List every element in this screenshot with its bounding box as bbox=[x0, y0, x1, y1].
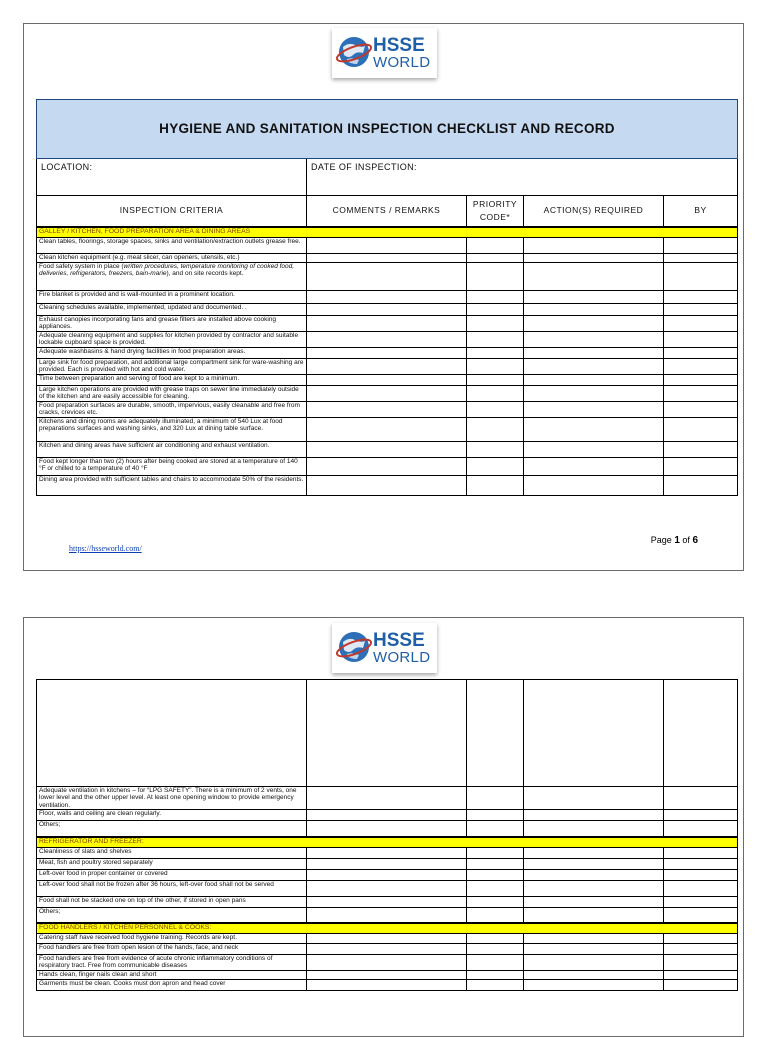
by-cell[interactable] bbox=[664, 476, 738, 496]
section-food-handlers: FOOD HANDLERS / KITCHEN PERSONNEL & COOKS: bbox=[37, 923, 738, 934]
hsse-world-logo bbox=[332, 28, 437, 78]
comment-cell[interactable] bbox=[307, 263, 467, 291]
date-of-inspection-field[interactable]: DATE OF INSPECTION: bbox=[307, 159, 738, 196]
action-cell[interactable] bbox=[524, 821, 664, 837]
action-cell[interactable] bbox=[524, 476, 664, 496]
by-cell[interactable] bbox=[664, 880, 738, 896]
comment-cell[interactable] bbox=[307, 238, 467, 254]
action-cell[interactable] bbox=[524, 375, 664, 386]
by-cell[interactable] bbox=[664, 263, 738, 291]
action-cell[interactable] bbox=[524, 787, 664, 810]
by-cell[interactable] bbox=[664, 847, 738, 858]
action-cell[interactable] bbox=[524, 810, 664, 821]
food-safety-italic: written procedures, temperature monitoring of cooked food, deliveries, refrigerators, freezers, bain-marie bbox=[39, 263, 295, 278]
comment-cell[interactable] bbox=[307, 316, 467, 332]
priority-line-2: CODE* bbox=[479, 212, 511, 222]
action-cell[interactable] bbox=[524, 907, 664, 923]
page-of: of bbox=[682, 535, 690, 545]
criteria-cell-food-safety bbox=[37, 263, 307, 291]
comment-cell[interactable] bbox=[307, 458, 467, 476]
priority-cell[interactable] bbox=[467, 442, 524, 458]
criteria-cell-empty bbox=[37, 680, 307, 787]
criteria-cell: Clean tables, floorings, storage spaces, sinks and ventilation/extraction outlets grease free. bbox=[37, 238, 307, 254]
by-cell[interactable] bbox=[664, 386, 738, 402]
criteria-cell: Kitchens and dining rooms are adequately illuminated, a minimum of 540 Lux at food preparations surfaces and washing sinks, and 320 Lux at dining table surface. bbox=[37, 418, 307, 442]
comment-cell[interactable] bbox=[307, 896, 467, 907]
document-title: HYGIENE AND SANITATION INSPECTION CHECKLIST AND RECORD bbox=[37, 100, 738, 159]
action-cell[interactable] bbox=[524, 304, 664, 316]
by-cell[interactable] bbox=[664, 821, 738, 837]
header-comments-remarks: COMMENTS / REMARKS bbox=[307, 196, 467, 228]
criteria-cell: Food shall not be stacked one on top of the other, if stored in open pans bbox=[37, 896, 307, 907]
by-cell[interactable] bbox=[664, 907, 738, 923]
comment-cell[interactable] bbox=[307, 934, 467, 944]
comment-cell[interactable] bbox=[307, 476, 467, 496]
action-cell[interactable] bbox=[524, 359, 664, 375]
globe-icon bbox=[335, 628, 373, 666]
action-cell[interactable] bbox=[524, 858, 664, 869]
action-cell[interactable] bbox=[524, 348, 664, 359]
criteria-cell: Others; bbox=[37, 907, 307, 923]
criteria-cell: Large kitchen operations are provided with grease traps on sewer line immediately outside of the kitchen and are easily accessible for cleaning. bbox=[37, 386, 307, 402]
criteria-cell: Clean kitchen equipment (e.g. meat slicer, can openers, utensils, etc.) bbox=[37, 254, 307, 263]
page-current: 1 bbox=[674, 535, 680, 546]
by-cell[interactable] bbox=[664, 291, 738, 304]
hsse-world-logo bbox=[332, 623, 437, 673]
by-cell[interactable] bbox=[664, 316, 738, 332]
section-galley-kitchen: GALLEY / KITCHEN, FOOD PREPARATION AREA & DINING AREAS bbox=[37, 227, 738, 238]
criteria-cell: Garments must be clean. Cooks must don apron and head cover bbox=[37, 980, 307, 991]
comment-cell[interactable] bbox=[307, 359, 467, 375]
page-total: 6 bbox=[692, 535, 698, 546]
by-cell[interactable] bbox=[664, 787, 738, 810]
priority-cell[interactable] bbox=[467, 316, 524, 332]
comment-cell[interactable] bbox=[307, 847, 467, 858]
priority-cell[interactable] bbox=[467, 458, 524, 476]
priority-cell[interactable] bbox=[467, 359, 524, 375]
criteria-cell: Catering staff have received food hygiene training. Records are kept. bbox=[37, 934, 307, 944]
comment-cell[interactable] bbox=[307, 680, 467, 787]
by-cell[interactable] bbox=[664, 980, 738, 991]
by-cell[interactable] bbox=[664, 869, 738, 880]
header-priority-code bbox=[467, 196, 524, 228]
criteria-cell: Large sink for food preparation, and additional large compartment sink for ware-washing are provided. Each is provided with hot and cold water. bbox=[37, 359, 307, 375]
comment-cell[interactable] bbox=[307, 291, 467, 304]
by-cell[interactable] bbox=[664, 944, 738, 955]
logo-text-world: WORLD bbox=[373, 54, 431, 71]
criteria-cell: Food handlers are free from open lesion of the hands, face, and neck bbox=[37, 944, 307, 955]
by-cell[interactable] bbox=[664, 418, 738, 442]
priority-cell[interactable] bbox=[467, 907, 524, 923]
priority-cell[interactable] bbox=[467, 787, 524, 810]
comment-cell[interactable] bbox=[307, 787, 467, 810]
hsseworld-link[interactable]: https://hsseworld.com/ bbox=[69, 544, 142, 553]
priority-cell[interactable] bbox=[467, 847, 524, 858]
criteria-cell: Left-over food in proper container or covered bbox=[37, 869, 307, 880]
action-cell[interactable] bbox=[524, 418, 664, 442]
by-cell[interactable] bbox=[664, 332, 738, 348]
priority-cell[interactable] bbox=[467, 476, 524, 496]
priority-cell[interactable] bbox=[467, 955, 524, 971]
document-page-1 bbox=[23, 23, 744, 571]
criteria-cell: Time between preparation and serving of food are kept to a minimum. bbox=[37, 375, 307, 386]
page-prefix: Page bbox=[650, 535, 672, 545]
comment-cell[interactable] bbox=[307, 858, 467, 869]
criteria-cell: Dining area provided with sufficient tables and chairs to accommodate 50% of the residents. bbox=[37, 476, 307, 496]
logo-text-hsse: HSSE bbox=[373, 630, 425, 651]
action-cell[interactable] bbox=[524, 880, 664, 896]
priority-cell[interactable] bbox=[467, 254, 524, 263]
by-cell[interactable] bbox=[664, 680, 738, 787]
comment-cell[interactable] bbox=[307, 402, 467, 418]
action-cell[interactable] bbox=[524, 442, 664, 458]
by-cell[interactable] bbox=[664, 858, 738, 869]
priority-cell[interactable] bbox=[467, 880, 524, 896]
action-cell[interactable] bbox=[524, 316, 664, 332]
header-inspection-criteria: INSPECTION CRITERIA bbox=[37, 196, 307, 228]
by-cell[interactable] bbox=[664, 810, 738, 821]
comment-cell[interactable] bbox=[307, 386, 467, 402]
priority-cell[interactable] bbox=[467, 896, 524, 907]
priority-cell[interactable] bbox=[467, 348, 524, 359]
priority-cell[interactable] bbox=[467, 291, 524, 304]
food-safety-post: ), and on site records kept. bbox=[166, 270, 244, 278]
action-cell[interactable] bbox=[524, 386, 664, 402]
page-number bbox=[651, 535, 698, 546]
globe-icon bbox=[335, 33, 373, 71]
criteria-cell: Kitchen and dining areas have sufficient air conditioning and exhaust ventilation. bbox=[37, 442, 307, 458]
criteria-cell: Food handlers are free from evidence of acute chronic inflammatory conditions of respiratory tract. Free from communicable diseases bbox=[37, 955, 307, 971]
criteria-cell: Left-over food shall not be frozen after 36 hours, left-over food shall not be served bbox=[37, 880, 307, 896]
action-cell[interactable] bbox=[524, 254, 664, 263]
criteria-cell: Food preparation surfaces are durable, smooth, impervious, easily cleanable and free from cracks, crevices etc. bbox=[37, 402, 307, 418]
food-safety-pre: Food safety system in place ( bbox=[39, 263, 124, 270]
priority-cell[interactable] bbox=[467, 304, 524, 316]
inspection-table-page-2 bbox=[36, 679, 738, 991]
by-cell[interactable] bbox=[664, 458, 738, 476]
by-cell[interactable] bbox=[664, 896, 738, 907]
comment-cell[interactable] bbox=[307, 348, 467, 359]
comment-cell[interactable] bbox=[307, 442, 467, 458]
criteria-cell: Adequate cleaning equipment and supplies for kitchen provided by contractor and suitable lockable cupboard space is provided. bbox=[37, 332, 307, 348]
priority-cell[interactable] bbox=[467, 869, 524, 880]
priority-cell[interactable] bbox=[467, 375, 524, 386]
action-cell[interactable] bbox=[524, 934, 664, 944]
priority-cell[interactable] bbox=[467, 263, 524, 291]
by-cell[interactable] bbox=[664, 304, 738, 316]
priority-cell[interactable] bbox=[467, 858, 524, 869]
priority-cell[interactable] bbox=[467, 680, 524, 787]
action-cell[interactable] bbox=[524, 980, 664, 991]
priority-cell[interactable] bbox=[467, 332, 524, 348]
priority-cell[interactable] bbox=[467, 386, 524, 402]
criteria-cell: Hands clean, finger nails clean and short bbox=[37, 971, 307, 980]
section-refrigerator-freezer: REFRIGERATOR AND FREEZER: bbox=[37, 837, 738, 848]
priority-cell[interactable] bbox=[467, 810, 524, 821]
criteria-cell: Exhaust canopies incorporating fans and grease filters are installed above cooking appliances. bbox=[37, 316, 307, 332]
by-cell[interactable] bbox=[664, 375, 738, 386]
header-actions-required: ACTION(S) REQUIRED bbox=[524, 196, 664, 228]
action-cell[interactable] bbox=[524, 402, 664, 418]
by-cell[interactable] bbox=[664, 359, 738, 375]
comment-cell[interactable] bbox=[307, 304, 467, 316]
comment-cell[interactable] bbox=[307, 332, 467, 348]
action-cell[interactable] bbox=[524, 944, 664, 955]
by-cell[interactable] bbox=[664, 934, 738, 944]
action-cell[interactable] bbox=[524, 955, 664, 971]
criteria-cell: Food kept longer than two (2) hours after being cooked are stored at a temperature of 140 °F or chilled to a temperature of 40 °F bbox=[37, 458, 307, 476]
criteria-cell: Meat, fish and poultry stored separately bbox=[37, 858, 307, 869]
criteria-cell: Fire blanket is provided and is wall-mounted in a prominent location. bbox=[37, 291, 307, 304]
comment-cell[interactable] bbox=[307, 869, 467, 880]
by-cell[interactable] bbox=[664, 348, 738, 359]
action-cell[interactable] bbox=[524, 847, 664, 858]
comment-cell[interactable] bbox=[307, 955, 467, 971]
comment-cell[interactable] bbox=[307, 971, 467, 980]
comment-cell[interactable] bbox=[307, 821, 467, 837]
action-cell[interactable] bbox=[524, 263, 664, 291]
action-cell[interactable] bbox=[524, 458, 664, 476]
action-cell[interactable] bbox=[524, 332, 664, 348]
by-cell[interactable] bbox=[664, 955, 738, 971]
by-cell[interactable] bbox=[664, 442, 738, 458]
header-by: BY bbox=[664, 196, 738, 228]
document-page-2 bbox=[23, 617, 744, 1037]
by-cell[interactable] bbox=[664, 402, 738, 418]
priority-cell[interactable] bbox=[467, 944, 524, 955]
criteria-cell: Floor, walls and ceiling are clean regularly. bbox=[37, 810, 307, 821]
priority-cell[interactable] bbox=[467, 418, 524, 442]
criteria-cell: Cleaning schedules available, implemented, updated and documented. . bbox=[37, 304, 307, 316]
criteria-cell: Adequate washbasins & hand drying facilities in food preparation areas. bbox=[37, 348, 307, 359]
priority-cell[interactable] bbox=[467, 402, 524, 418]
comment-cell[interactable] bbox=[307, 944, 467, 955]
comment-cell[interactable] bbox=[307, 880, 467, 896]
action-cell[interactable] bbox=[524, 869, 664, 880]
by-cell[interactable] bbox=[664, 238, 738, 254]
action-cell[interactable] bbox=[524, 896, 664, 907]
logo-text-world: WORLD bbox=[373, 649, 431, 666]
comment-cell[interactable] bbox=[307, 810, 467, 821]
comment-cell[interactable] bbox=[307, 907, 467, 923]
criteria-cell: Others; bbox=[37, 821, 307, 837]
criteria-cell: Cleanliness of slats and shelves bbox=[37, 847, 307, 858]
action-cell[interactable] bbox=[524, 971, 664, 980]
action-cell[interactable] bbox=[524, 680, 664, 787]
priority-cell[interactable] bbox=[467, 971, 524, 980]
action-cell[interactable] bbox=[524, 238, 664, 254]
comment-cell[interactable] bbox=[307, 418, 467, 442]
priority-line-1: PRIORITY bbox=[472, 199, 518, 209]
priority-cell[interactable] bbox=[467, 934, 524, 944]
priority-cell[interactable] bbox=[467, 238, 524, 254]
comment-cell[interactable] bbox=[307, 254, 467, 263]
comment-cell[interactable] bbox=[307, 980, 467, 991]
logo-text-hsse: HSSE bbox=[373, 35, 425, 56]
priority-cell[interactable] bbox=[467, 821, 524, 837]
criteria-cell: Adequate ventilation in kitchens – for “LPG SAFETY”. There is a minimum of 2 vents, one lower level and the other upper level. At least one opening window to provide emergency ventilation. bbox=[37, 787, 307, 810]
inspection-table-page-1 bbox=[36, 99, 738, 496]
action-cell[interactable] bbox=[524, 291, 664, 304]
by-cell[interactable] bbox=[664, 971, 738, 980]
comment-cell[interactable] bbox=[307, 375, 467, 386]
location-field[interactable]: LOCATION: bbox=[37, 159, 307, 196]
by-cell[interactable] bbox=[664, 254, 738, 263]
priority-cell[interactable] bbox=[467, 980, 524, 991]
